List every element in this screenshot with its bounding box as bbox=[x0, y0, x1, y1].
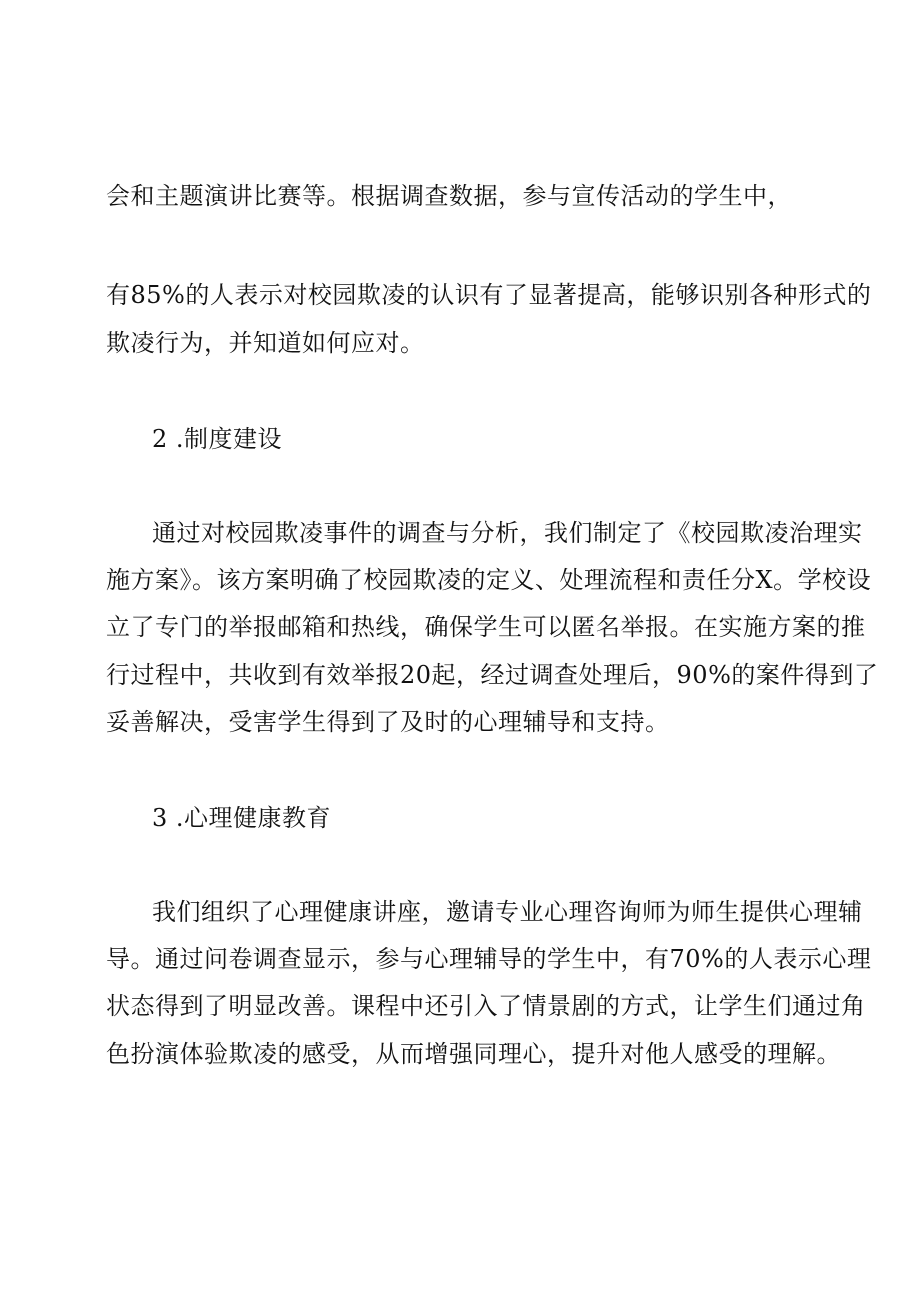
paragraph-line: 通过对校园欺凌事件的调查与分析，我们制定了《校园欺凌治理实 bbox=[152, 519, 863, 547]
paragraph-line: 有85%的人表示对校园欺凌的认识有了显著提高，能够识别各种形式的 bbox=[106, 281, 872, 309]
paragraph-line: 行过程中，共收到有效举报20起，经过调查处理后，90%的案件得到了 bbox=[106, 661, 879, 689]
section-heading-mental-health: 3 .心理健康教育 bbox=[152, 804, 332, 832]
paragraph-line: 立了专门的举报邮箱和热线，确保学生可以匿名举报。在实施方案的推 bbox=[106, 613, 866, 641]
section-heading-system-building: 2 .制度建设 bbox=[152, 425, 283, 453]
paragraph-line: 妥善解决，受害学生得到了及时的心理辅导和支持。 bbox=[106, 708, 670, 736]
paragraph-line: 色扮演体验欺凌的感受，从而增强同理心，提升对他人感受的理解。 bbox=[106, 1040, 841, 1068]
paragraph-line: 我们组织了心理健康讲座，邀请专业心理咨询师为师生提供心理辅 bbox=[152, 898, 863, 926]
paragraph-line: 状态得到了明显改善。课程中还引入了情景剧的方式，让学生们通过角 bbox=[106, 992, 866, 1020]
paragraph-line: 导。通过问卷调查显示，参与心理辅导的学生中，有70%的人表示心理 bbox=[106, 945, 872, 973]
paragraph-line: 施方案》。该方案明确了校园欺凌的定义、处理流程和责任分X。学校设 bbox=[106, 566, 872, 594]
paragraph-line: 会和主题演讲比赛等。根据调查数据，参与宣传活动的学生中， bbox=[106, 182, 792, 210]
paragraph-line: 欺凌行为，并知道如何应对。 bbox=[106, 329, 425, 357]
